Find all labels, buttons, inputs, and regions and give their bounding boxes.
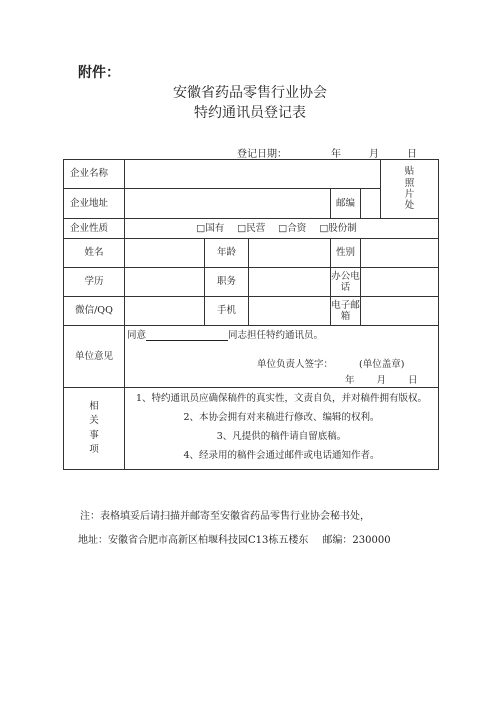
opinion-agree-suffix: 同志担任特约通讯员。	[228, 329, 324, 341]
education-field[interactable]	[125, 268, 205, 297]
notes-label-char: 项	[89, 443, 99, 455]
name-label: 姓名	[64, 239, 125, 268]
registration-date	[237, 145, 417, 160]
opinion-year: 年	[345, 374, 355, 386]
gender-field[interactable]	[361, 239, 439, 268]
postcode-label: 邮编	[331, 189, 361, 219]
company-address-label: 企业地址	[64, 189, 125, 219]
company-address-field[interactable]	[125, 189, 331, 219]
email-field[interactable]	[361, 297, 439, 326]
notes-label-char: 相	[89, 401, 99, 412]
company-type-label: 企业性质	[64, 219, 125, 239]
age-label: 年龄	[205, 239, 249, 268]
association-title: 安徽省药品零售行业协会	[173, 85, 327, 101]
company-type-options	[125, 219, 439, 239]
form-title: 特约通讯员登记表	[194, 105, 306, 121]
email-label: 电子邮箱	[331, 297, 361, 326]
age-field[interactable]	[249, 239, 331, 268]
opinion-date-line	[345, 375, 439, 386]
notes-label	[64, 388, 125, 470]
photo-char: 片	[404, 189, 415, 200]
name-field[interactable]	[125, 239, 205, 268]
wechat-label: 微信/QQ	[64, 297, 125, 326]
month-unit: 月	[369, 149, 379, 160]
postcode-text: 邮编：230000	[322, 535, 391, 546]
mobile-label: 手机	[205, 297, 249, 326]
opinion-month: 月	[376, 374, 387, 386]
wechat-field[interactable]	[125, 297, 205, 326]
opinion-agree-prefix: 同意	[127, 329, 147, 341]
registration-form-table	[63, 159, 439, 470]
position-field[interactable]	[249, 268, 331, 297]
notes-label-char: 关	[89, 415, 99, 427]
unit-opinion-label: 单位意见	[64, 326, 125, 388]
checkbox-private[interactable]: □民营	[237, 222, 266, 234]
company-name-label: 企业名称	[64, 160, 125, 189]
checkbox-state-owned[interactable]: □国有	[196, 222, 225, 234]
opinion-signature-line	[257, 359, 404, 370]
note-item: 3、凡提供的稿件请自留底稿。	[216, 431, 347, 442]
registration-date-label: 登记日期：	[237, 149, 287, 160]
photo-char: 处	[404, 200, 415, 212]
notes-content	[125, 388, 439, 470]
office-phone-field[interactable]	[361, 268, 439, 297]
education-label: 学历	[64, 268, 125, 297]
notes-label-char: 事	[89, 429, 99, 441]
opinion-day: 日	[408, 374, 418, 386]
nominee-name-blank[interactable]	[146, 330, 228, 341]
year-unit: 年	[331, 149, 341, 160]
seal-label: (单位盖章)	[359, 358, 405, 370]
gender-label: 性别	[331, 239, 361, 268]
photo-char: 贴	[404, 166, 415, 178]
company-name-field[interactable]	[125, 160, 381, 189]
checkbox-shareholding[interactable]: □股份制	[319, 222, 357, 234]
unit-opinion-field	[125, 326, 439, 388]
signature-label: 单位负责人签字：	[257, 358, 334, 370]
office-phone-label: 办公电话	[331, 268, 361, 297]
photo-area[interactable]	[381, 160, 439, 219]
address-line	[78, 531, 391, 546]
day-unit: 日	[407, 149, 417, 160]
postcode-field[interactable]	[361, 189, 381, 219]
photo-char: 照	[404, 177, 415, 189]
attachment-label: 附件：	[78, 65, 120, 81]
checkbox-joint-venture[interactable]: □合资	[278, 222, 307, 234]
opinion-agree-line	[127, 330, 323, 341]
address-text: 地址：安徽省合肥市高新区柏堰科技园C13栋五楼东	[78, 535, 309, 546]
note-item: 1、特约通讯员应确保稿件的真实性，文责自负，并对稿件拥有版权。	[136, 393, 428, 405]
submission-note: 注：表格填妥后请扫描并邮寄至安徽省药品零售行业协会秘书处，	[80, 511, 370, 522]
note-item: 2、本协会拥有对来稿进行修改、编辑的权利。	[183, 412, 380, 424]
mobile-field[interactable]	[249, 297, 331, 326]
position-label: 职务	[205, 268, 249, 297]
note-item: 4、经录用的稿件会通过邮件或电话通知作者。	[183, 449, 380, 461]
